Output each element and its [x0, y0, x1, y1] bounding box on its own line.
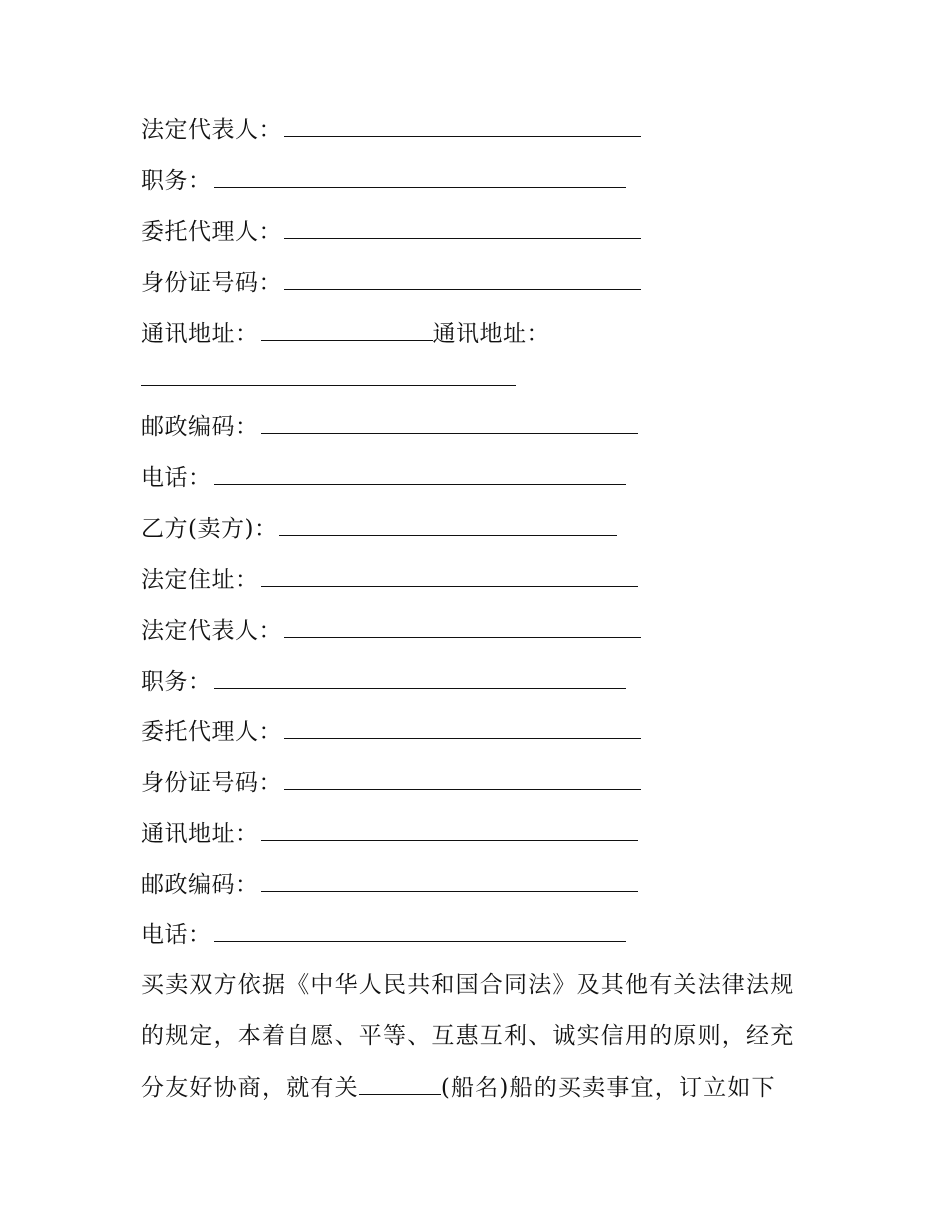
fill-in-blank[interactable] — [261, 564, 638, 587]
fill-in-blank[interactable] — [261, 318, 433, 341]
party-a-phone-row — [141, 462, 626, 493]
field-label: 法定住址： — [141, 567, 259, 593]
party-b-legal-address-row — [141, 564, 638, 595]
party-a-postal-code-row — [141, 411, 638, 442]
field-label: 电话： — [141, 465, 212, 491]
body-paragraph-line — [141, 1072, 776, 1103]
paragraph-text: 的规定，本着自愿、平等、互惠互利、诚实信用的原则，经充 — [141, 1023, 795, 1049]
fill-in-blank[interactable] — [284, 216, 641, 239]
fill-in-blank[interactable] — [214, 919, 626, 942]
fill-in-blank[interactable] — [214, 165, 626, 188]
field-label: 邮政编码： — [141, 414, 259, 440]
fill-in-blank[interactable] — [214, 462, 626, 485]
party-a-id-number-row — [141, 267, 641, 298]
fill-in-blank[interactable] — [284, 267, 641, 290]
party-a-address-continuation-row — [141, 363, 516, 394]
field-label: 邮政编码： — [141, 872, 259, 898]
fill-in-blank[interactable] — [214, 666, 626, 689]
body-paragraph-line — [141, 970, 794, 1000]
fill-in-blank[interactable] — [284, 615, 641, 638]
ship-name-blank[interactable] — [359, 1072, 441, 1095]
party-b-id-number-row — [141, 767, 641, 798]
field-label: 职务： — [141, 669, 212, 695]
paragraph-text: (船名)船的买卖事宜，订立如下 — [440, 1075, 776, 1101]
field-label: 电话： — [141, 922, 212, 948]
party-b-address-row — [141, 818, 638, 849]
field-label: 职务： — [141, 168, 212, 194]
fill-in-blank[interactable] — [284, 767, 641, 790]
fill-in-blank[interactable] — [284, 716, 641, 739]
party-a-position-row — [141, 165, 626, 196]
party-a-address-row — [141, 318, 550, 349]
field-label: 委托代理人： — [141, 219, 282, 245]
field-label: 通讯地址： — [432, 321, 550, 347]
fill-in-blank[interactable] — [279, 513, 617, 536]
party-b-legal-rep-row — [141, 615, 641, 646]
fill-in-blank[interactable] — [261, 411, 638, 434]
party-a-legal-rep-row — [141, 114, 641, 145]
paragraph-text: 买卖双方依据《中华人民共和国合同法》及其他有关法律法规 — [141, 972, 795, 998]
party-a-agent-row — [141, 216, 641, 247]
fill-in-blank[interactable] — [261, 869, 638, 892]
party-b-postal-code-row — [141, 869, 638, 900]
paragraph-text: 分友好协商，就有关 — [141, 1075, 359, 1101]
field-label: 乙方(卖方)： — [141, 516, 278, 542]
field-label: 身份证号码： — [141, 770, 282, 796]
field-label: 身份证号码： — [141, 270, 282, 296]
party-b-position-row — [141, 666, 626, 697]
field-label: 通讯地址： — [141, 821, 259, 847]
party-b-agent-row — [141, 716, 641, 747]
fill-in-blank[interactable] — [141, 363, 516, 386]
body-paragraph-line — [141, 1021, 794, 1051]
field-label: 法定代表人： — [141, 618, 282, 644]
fill-in-blank[interactable] — [284, 114, 641, 137]
field-label: 法定代表人： — [141, 117, 282, 143]
field-label: 委托代理人： — [141, 719, 282, 745]
party-b-seller-row — [141, 513, 617, 544]
field-label: 通讯地址： — [141, 321, 259, 347]
party-b-phone-row — [141, 919, 626, 950]
fill-in-blank[interactable] — [261, 818, 638, 841]
